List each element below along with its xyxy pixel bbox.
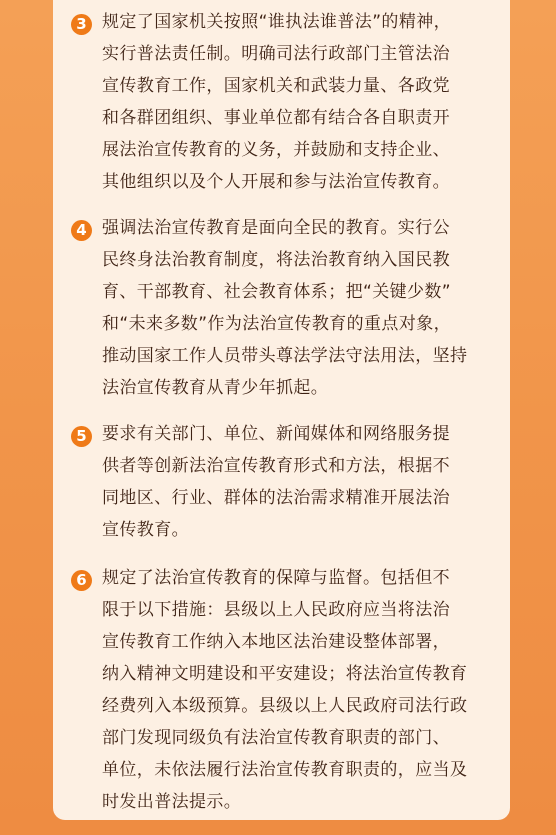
number-badge-3: 3 [71,14,92,35]
list-item-6 [71,562,491,818]
item-text-6: 规定了法治宣传教育的保障与监督。包括但不 限于以下措施：县级以上人民政府应当将法治 宣传教育工作纳入本地区法治建设整体部署， 纳入精神文明建设和平安建设；将法治宣传教育 经费列入本级预算。县级以上人民政府司法行政 部门发现同级负有法治宣传教育职责的部门、 单位，未依法履行法治宣传教育职责的，应当及 时发出普法提示。 [102,568,468,812]
item-text-5: 要求有关部门、单位、新闻媒体和网络服务提 供者等创新法治宣传教育形式和方法，根据不 同地区、行业、群体的法治需求精准开展法治 宣传教育。 [102,424,450,540]
number-badge-6: 6 [71,570,92,591]
list-item-5 [71,418,491,546]
number-badge-5: 5 [71,426,92,447]
item-text-3: 规定了国家机关按照“谁执法谁普法”的精神， 实行普法责任制。明确司法行政部门主管法治 宣传教育工作，国家机关和武装力量、各政党 和各群团组织、事业单位都有结合各自职责开 展法治宣传教育的义务，并鼓励和支持企业、 其他组织以及个人开展和参与法治宣传教育。 [102,12,452,192]
content-panel [53,0,510,820]
number-badge-4: 4 [71,220,92,241]
item-text-4: 强调法治宣传教育是面向全民的教育。实行公 民终身法治教育制度，将法治教育纳入国民教 育、干部教育、社会教育体系；把“关键少数” 和“未来多数”作为法治宣传教育的重点对象， 推动国家工作人员带头尊法学法守法用法，坚持 法治宣传教育从青少年抓起。 [102,218,468,398]
list-item-4 [71,212,491,404]
list-item-3 [71,6,491,198]
